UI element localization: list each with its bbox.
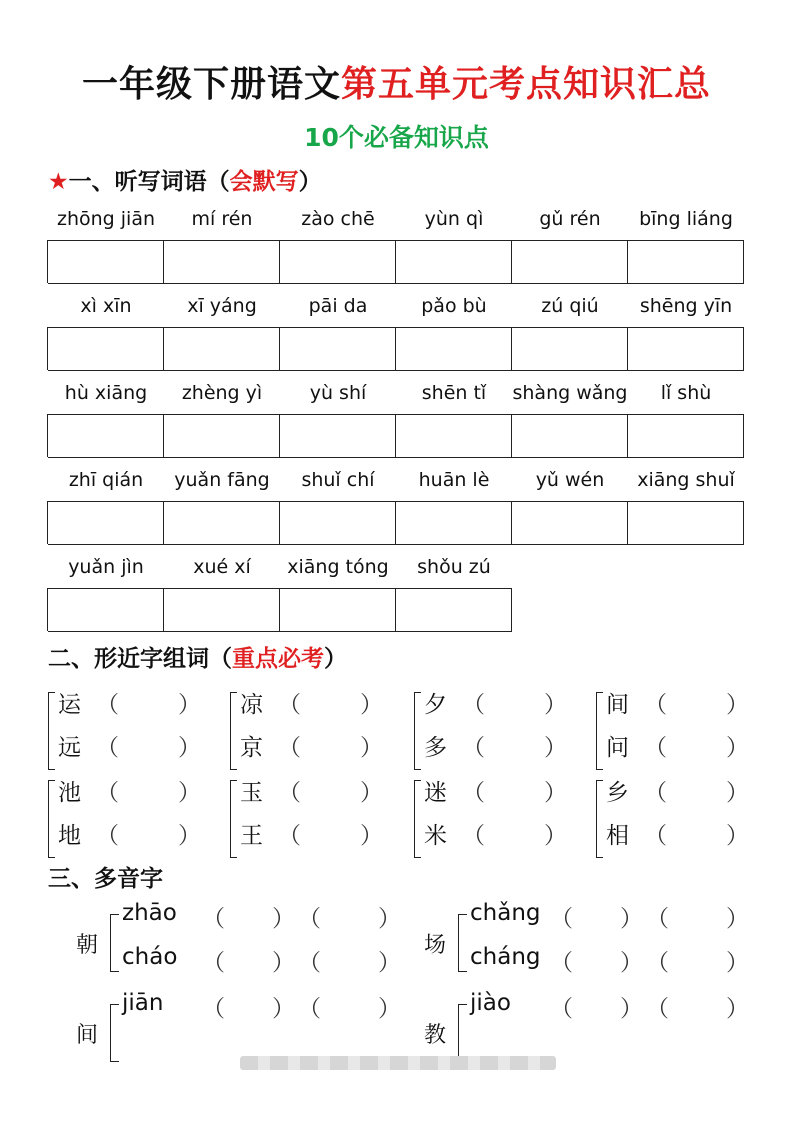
answer-box[interactable] [164,501,280,545]
paren-open: （ [646,996,669,1022]
char: 远 [58,735,81,761]
paren-open: （ [278,735,301,761]
char: 凉 [240,692,263,718]
answer-box[interactable] [280,327,396,371]
paren-open: （ [96,735,119,761]
paren-close: ） [544,780,567,806]
pinyin-label: hù xiāng [64,382,148,404]
answer-box[interactable] [164,588,280,632]
answer-box[interactable] [164,414,280,458]
answer-box[interactable] [280,240,396,284]
answer-box[interactable] [396,501,512,545]
answer-box[interactable] [628,240,744,284]
char-line[interactable] [58,774,233,810]
paren-open: （ [96,823,119,849]
section2-heading [48,640,347,673]
pinyin-label: xiāng tóng [287,556,389,578]
paren-close: ） [378,906,401,932]
page-title [0,56,793,107]
paren-open: （ [202,906,225,932]
answer-box-row [47,588,512,631]
answer-box[interactable] [280,414,396,458]
brace-icon [458,914,467,972]
char: 乡 [606,780,629,806]
answer-box[interactable] [628,414,744,458]
answer-box-row [47,501,744,544]
answer-box[interactable] [48,414,164,458]
section1-highlight: 会默写 [229,169,299,195]
paren-open: （ [644,823,667,849]
paren-close: ） [360,692,383,718]
polyphone-item [76,900,406,996]
answer-box[interactable] [396,414,512,458]
answer-box[interactable] [280,501,396,545]
answer-box[interactable] [512,327,628,371]
pinyin-label: shuǐ chí [301,469,375,491]
pinyin-label: xì xīn [80,295,132,317]
brace-icon [458,1004,467,1062]
brace-icon [48,780,55,858]
pinyin-label: lǐ shù [660,382,712,404]
char-line[interactable] [58,817,233,853]
answer-box[interactable] [280,588,396,632]
reading-pinyin: jiān [122,990,164,1016]
char-pair [596,774,776,864]
reading-pinyin: chǎng [470,900,541,926]
answer-box[interactable] [48,588,164,632]
paren-close: ） [726,906,749,932]
char-line[interactable] [58,686,233,722]
answer-box[interactable] [48,327,164,371]
char-line[interactable] [424,774,599,810]
paren-close: ） [178,692,201,718]
char-line[interactable] [424,686,599,722]
paren-open: （ [462,780,485,806]
pinyin-label: mí rén [191,208,253,230]
polyphone-char: 间 [76,1023,99,1048]
section3-heading: 三、多音字 [48,866,163,892]
reading-row[interactable] [470,944,770,984]
char: 相 [606,823,629,849]
paren-close: ） [360,780,383,806]
title-part2: 第五单元考点知识汇总 [341,64,712,105]
pinyin-label: shēn tǐ [421,382,487,404]
char: 多 [424,735,447,761]
answer-box[interactable] [628,501,744,545]
answer-box[interactable] [396,588,512,632]
pinyin-label: pǎo bù [421,295,487,317]
paren-open: （ [298,950,321,976]
char-pair [48,774,228,864]
char-pair [48,686,228,776]
paren-open: （ [278,780,301,806]
reading-row[interactable] [122,990,422,1030]
paren-open: （ [644,780,667,806]
char-line[interactable] [240,729,415,765]
paren-close: ） [726,735,749,761]
char: 池 [58,780,81,806]
brace-icon [230,780,237,858]
watermark [240,1056,556,1070]
char: 运 [58,692,81,718]
paren-open: （ [298,906,321,932]
char-line[interactable] [240,686,415,722]
paren-open: （ [550,996,573,1022]
char: 夕 [424,692,447,718]
pinyin-label: shǒu zú [417,556,491,578]
paren-close: ） [360,823,383,849]
pinyin-label: zhī qián [68,469,144,491]
pinyin-label: huān lè [418,469,490,491]
polyphone-item [76,990,406,1086]
answer-box[interactable] [164,240,280,284]
paren-close: ） [544,735,567,761]
char-line[interactable] [606,774,781,810]
brace-icon [414,692,421,770]
star-icon: ★ [48,169,69,195]
paren-open: （ [646,906,669,932]
paren-close: ） [272,950,295,976]
brace-icon [230,692,237,770]
reading-row[interactable] [470,990,770,1030]
pinyin-label: zhèng yì [181,382,263,404]
char-line[interactable] [424,729,599,765]
paren-open: （ [96,692,119,718]
answer-box[interactable] [164,327,280,371]
section2-label: 二、形近字组词（ [48,646,232,672]
char-pair [414,686,594,776]
char: 迷 [424,780,447,806]
pinyin-label: shàng wǎng [512,382,628,404]
pinyin-label: zhōng jiān [56,208,156,230]
paren-open: （ [644,692,667,718]
char: 米 [424,823,447,849]
pinyin-label: bīng liáng [639,208,733,230]
section1-heading [48,163,322,196]
char-pair [230,774,410,864]
pinyin-label: xiāng shuǐ [637,469,735,491]
paren-close: ） [378,996,401,1022]
pinyin-label: pāi da [308,295,368,317]
answer-box[interactable] [628,327,744,371]
paren-close: ） [178,780,201,806]
paren-open: （ [646,950,669,976]
paren-close: ） [178,823,201,849]
pinyin-label: yùn qì [424,208,484,230]
reading-row[interactable] [122,944,422,984]
answer-box[interactable] [396,240,512,284]
char-line[interactable] [424,817,599,853]
answer-box-row [47,327,744,370]
paren-close: ） [178,735,201,761]
paren-open: （ [462,823,485,849]
paren-open: （ [298,996,321,1022]
page-subtitle: 10个必备知识点 [304,123,489,152]
char-line[interactable] [606,729,781,765]
char-pair [230,686,410,776]
answer-box[interactable] [512,414,628,458]
answer-box[interactable] [512,240,628,284]
char-line[interactable] [240,774,415,810]
paren-close: ） [620,906,643,932]
char: 京 [240,735,263,761]
answer-box[interactable] [396,327,512,371]
pinyin-label: gǔ rén [539,208,601,230]
pinyin-label: zú qiú [541,295,599,317]
paren-close: ） [726,950,749,976]
char: 地 [58,823,81,849]
reading-pinyin: cháng [470,944,541,970]
pinyin-label: yuǎn jìn [68,556,144,578]
brace-icon [596,692,603,770]
section2-highlight: 重点必考 [232,646,324,672]
paren-close: ） [544,692,567,718]
paren-close: ） [360,735,383,761]
paren-open: （ [278,823,301,849]
polyphone-item [424,900,754,996]
paren-close: ） [378,950,401,976]
paren-close: ） [620,950,643,976]
paren-open: （ [550,906,573,932]
reading-pinyin: zhāo [122,900,177,926]
char: 王 [240,823,263,849]
paren-open: （ [278,692,301,718]
reading-row[interactable] [122,900,422,940]
section1-label: 一、听写词语（ [68,169,230,195]
paren-close: ） [272,996,295,1022]
polyphone-char: 教 [424,1023,447,1048]
paren-close: ） [726,692,749,718]
pinyin-label: xué xí [193,556,251,578]
paren-open: （ [462,692,485,718]
paren-open: （ [550,950,573,976]
paren-close: ） [544,823,567,849]
brace-icon [414,780,421,858]
char: 问 [606,735,629,761]
pinyin-label: xī yáng [187,295,257,317]
char-line[interactable] [606,817,781,853]
brace-icon [110,914,119,972]
char: 玉 [240,780,263,806]
answer-box-row [47,414,744,457]
paren-open: （ [96,780,119,806]
char: 间 [606,692,629,718]
char-pair [414,774,594,864]
paren-open: （ [644,735,667,761]
paren-open: （ [202,950,225,976]
brace-icon [596,780,603,858]
reading-pinyin: cháo [122,944,178,970]
title-part1: 一年级下册语文 [81,64,341,105]
reading-pinyin: jiào [470,990,511,1016]
section2-close: ） [324,646,347,672]
paren-close: ） [726,823,749,849]
char-line[interactable] [58,729,233,765]
section1-close: ） [298,169,322,195]
paren-open: （ [462,735,485,761]
polyphone-char: 朝 [76,933,99,958]
answer-box[interactable] [512,501,628,545]
paren-close: ） [620,996,643,1022]
pinyin-label: shēng yīn [639,295,733,317]
paren-close: ） [726,780,749,806]
pinyin-label: yù shí [309,382,367,404]
char-line[interactable] [606,686,781,722]
paren-close: ） [726,996,749,1022]
char-line[interactable] [240,817,415,853]
pinyin-label: zào chē [301,208,375,230]
polyphone-char: 场 [424,933,447,958]
paren-close: ） [272,906,295,932]
pinyin-label: yǔ wén [535,469,605,491]
answer-box[interactable] [48,501,164,545]
answer-box[interactable] [48,240,164,284]
reading-row[interactable] [470,900,770,940]
pinyin-label: yuǎn fāng [174,469,270,491]
char-pair [596,686,776,776]
paren-open: （ [202,996,225,1022]
polyphone-item [424,990,754,1086]
brace-icon [48,692,55,770]
answer-box-row [47,240,744,283]
brace-icon [110,1004,119,1062]
